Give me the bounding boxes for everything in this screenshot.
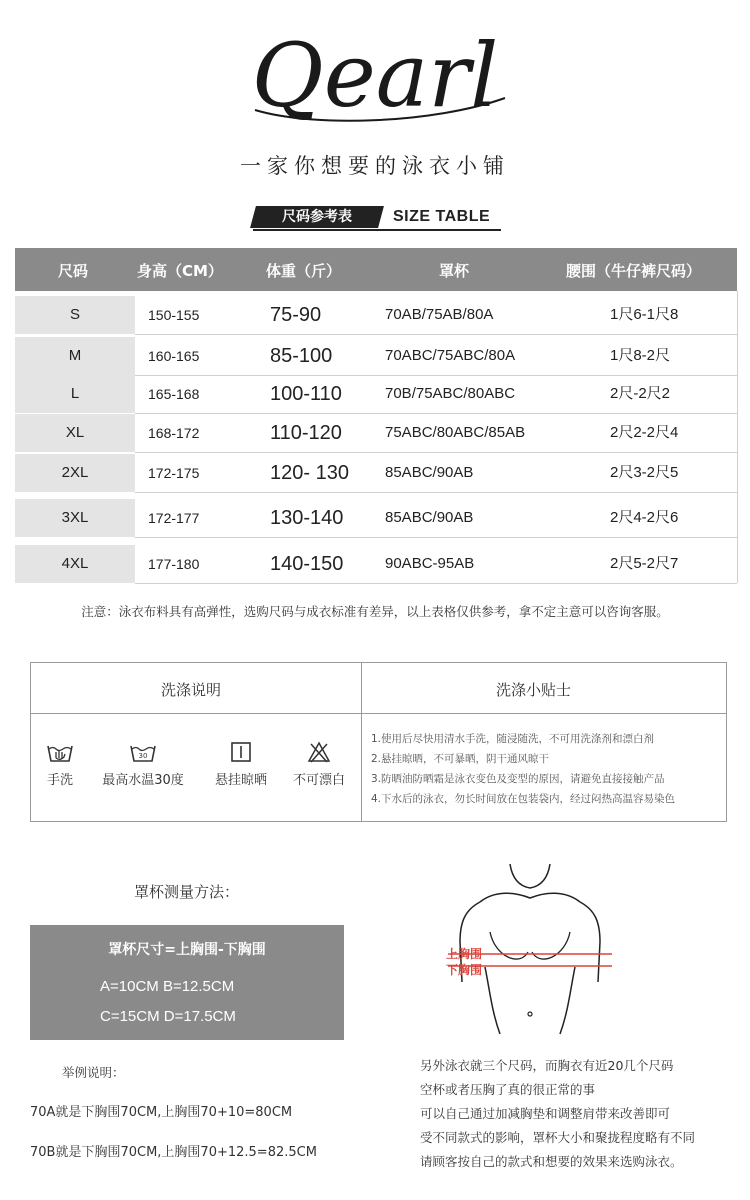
- table-cell-height: 172-177: [148, 510, 200, 526]
- wash-item-hang: [211, 741, 271, 788]
- svg-text:Qearl: Qearl: [251, 24, 499, 127]
- wash-label-temp: 最高水温30度: [102, 773, 184, 788]
- example-line-2: 70B就是下胸围70CM,上胸围70+12.5=82.5CM: [30, 1145, 317, 1160]
- table-cell-height: 172-175: [148, 465, 200, 481]
- example-line-1: 70A就是下胸围70CM,上胸围70+10=80CM: [30, 1105, 293, 1120]
- table-cell-weight: 100-110: [270, 383, 342, 405]
- washing-tips-title: 洗涤小贴士: [496, 681, 572, 699]
- extra-note-1: 另外泳衣就三个尺码，而胸衣有近20几个尺码: [420, 1058, 674, 1073]
- wash-label-hang: 悬挂晾晒: [214, 773, 267, 788]
- extra-note-5: 请顾客按自己的款式和想要的效果来选购泳衣。: [420, 1154, 683, 1169]
- wash-tip-4: 4.下水后的泳衣，勿长时间放在包装袋内，经过闷热高温容易染色: [371, 793, 676, 805]
- size-table-title-en: SIZE TABLE: [393, 208, 491, 225]
- header-cup: 罩杯: [439, 262, 470, 280]
- brand-logo: [235, 18, 515, 128]
- table-cell-height: 150-155: [148, 307, 200, 323]
- header-waist: 腰围（牛仔裤尺码）: [566, 262, 702, 280]
- table-cell-waist: 2尺2-2尺4: [610, 424, 679, 441]
- table-cell-height: 160-165: [148, 348, 200, 364]
- table-cell-waist: 2尺5-2尺7: [610, 555, 679, 572]
- lower-bust-label: 下胸围: [446, 963, 483, 977]
- wash-item-hand: [43, 741, 77, 788]
- extra-note-3: 可以自己通过加减胸垫和调整肩带来改善即可: [420, 1106, 671, 1121]
- wash-temperature-icon: [130, 741, 156, 763]
- table-cell-waist: 2尺-2尺2: [610, 385, 671, 402]
- wash-tip-1: 1.使用后尽快用清水手洗，随浸随洗，不可用洗涤剂和漂白剂: [371, 733, 655, 745]
- table-cell-cup: 90ABC-95AB: [385, 555, 475, 572]
- table-cell-cup: 70AB/75AB/80A: [385, 306, 494, 323]
- cup-values-2: C=15CM D=17.5CM: [100, 1008, 236, 1025]
- size-table-badge: 尺码参考表: [250, 206, 384, 228]
- table-cell-height: 168-172: [148, 425, 200, 441]
- brand-tagline: 一家你想要的泳衣小铺: [240, 154, 510, 178]
- svg-text:30: 30: [138, 752, 148, 760]
- table-cell-weight: 120- 130: [270, 462, 349, 484]
- hang-dry-icon: [230, 741, 252, 763]
- table-cell-weight: 110-120: [270, 422, 342, 444]
- table-cell-waist: 1尺8-2尺: [610, 347, 671, 364]
- wash-label-hand: 手洗: [46, 773, 73, 788]
- table-cell-weight: 85-100: [270, 345, 333, 367]
- table-cell-size: XL: [65, 424, 85, 441]
- cup-formula: 罩杯尺寸=上胸围-下胸围: [108, 942, 266, 958]
- size-table-heading: [253, 203, 503, 231]
- cup-formula-box: [30, 925, 344, 1040]
- extra-note-4: 受不同款式的影响，罩杯大小和聚拢程度略有不同: [420, 1130, 696, 1145]
- table-cell-size: L: [70, 385, 80, 402]
- upper-bust-label: 上胸围: [446, 947, 483, 961]
- table-cell-waist: 2尺4-2尺6: [610, 509, 679, 526]
- table-cell-cup: 70ABC/75ABC/80A: [385, 347, 516, 364]
- header-weight: 体重（斤）: [266, 262, 342, 280]
- table-cell-cup: 85ABC/90AB: [385, 509, 474, 526]
- table-cell-size: 3XL: [61, 509, 89, 526]
- bust-measure-figure: [440, 862, 620, 1037]
- table-cell-waist: 2尺3-2尺5: [610, 464, 679, 481]
- table-cell-height: 165-168: [148, 386, 200, 402]
- size-note: 注意：泳衣布料具有高弹性，选购尺码与成衣标准有差异，以上表格仅供参考，拿不定主意可以咨询客服。: [81, 604, 669, 619]
- table-cell-waist: 1尺6-1尺8: [610, 306, 679, 323]
- cup-values-1: A=10CM B=12.5CM: [100, 978, 235, 995]
- table-cell-weight: 130-140: [270, 507, 344, 529]
- wash-item-no-bleach: [289, 741, 349, 788]
- table-cell-cup: 70B/75ABC/80ABC: [385, 385, 516, 402]
- wash-label-no-bleach: 不可漂白: [292, 773, 345, 788]
- size-table-header: [15, 248, 737, 291]
- example-title: 举例说明：: [62, 1065, 125, 1080]
- table-cell-cup: 85ABC/90AB: [385, 464, 474, 481]
- extra-note-2: 空杯或者压胸了真的很正常的事: [420, 1082, 596, 1097]
- table-cell-cup: 75ABC/80ABC/85AB: [385, 424, 526, 441]
- wash-item-temp: [97, 741, 189, 788]
- table-cell-size: 2XL: [61, 464, 89, 481]
- table-cell-weight: 75-90: [270, 304, 322, 326]
- table-cell-size: S: [69, 306, 80, 323]
- header-height: 身高（CM）: [137, 262, 223, 280]
- header-size: 尺码: [58, 262, 89, 280]
- washing-box: [30, 662, 727, 822]
- cup-measure-title: 罩杯测量方法：: [134, 883, 240, 901]
- wash-tip-2: 2.悬挂晾晒，不可暴晒，阴干通风晾干: [371, 753, 550, 765]
- table-cell-weight: 140-150: [270, 553, 344, 575]
- table-cell-size: 4XL: [61, 555, 89, 572]
- no-bleach-icon: [307, 741, 331, 763]
- washing-instructions-title: 洗涤说明: [161, 681, 222, 699]
- table-cell-size: M: [68, 347, 82, 364]
- hand-wash-icon: [47, 741, 73, 763]
- wash-tip-3: 3.防晒油防晒霜是泳衣变色及变型的原因，请避免直接接触产品: [371, 773, 665, 785]
- table-cell-height: 177-180: [148, 556, 200, 572]
